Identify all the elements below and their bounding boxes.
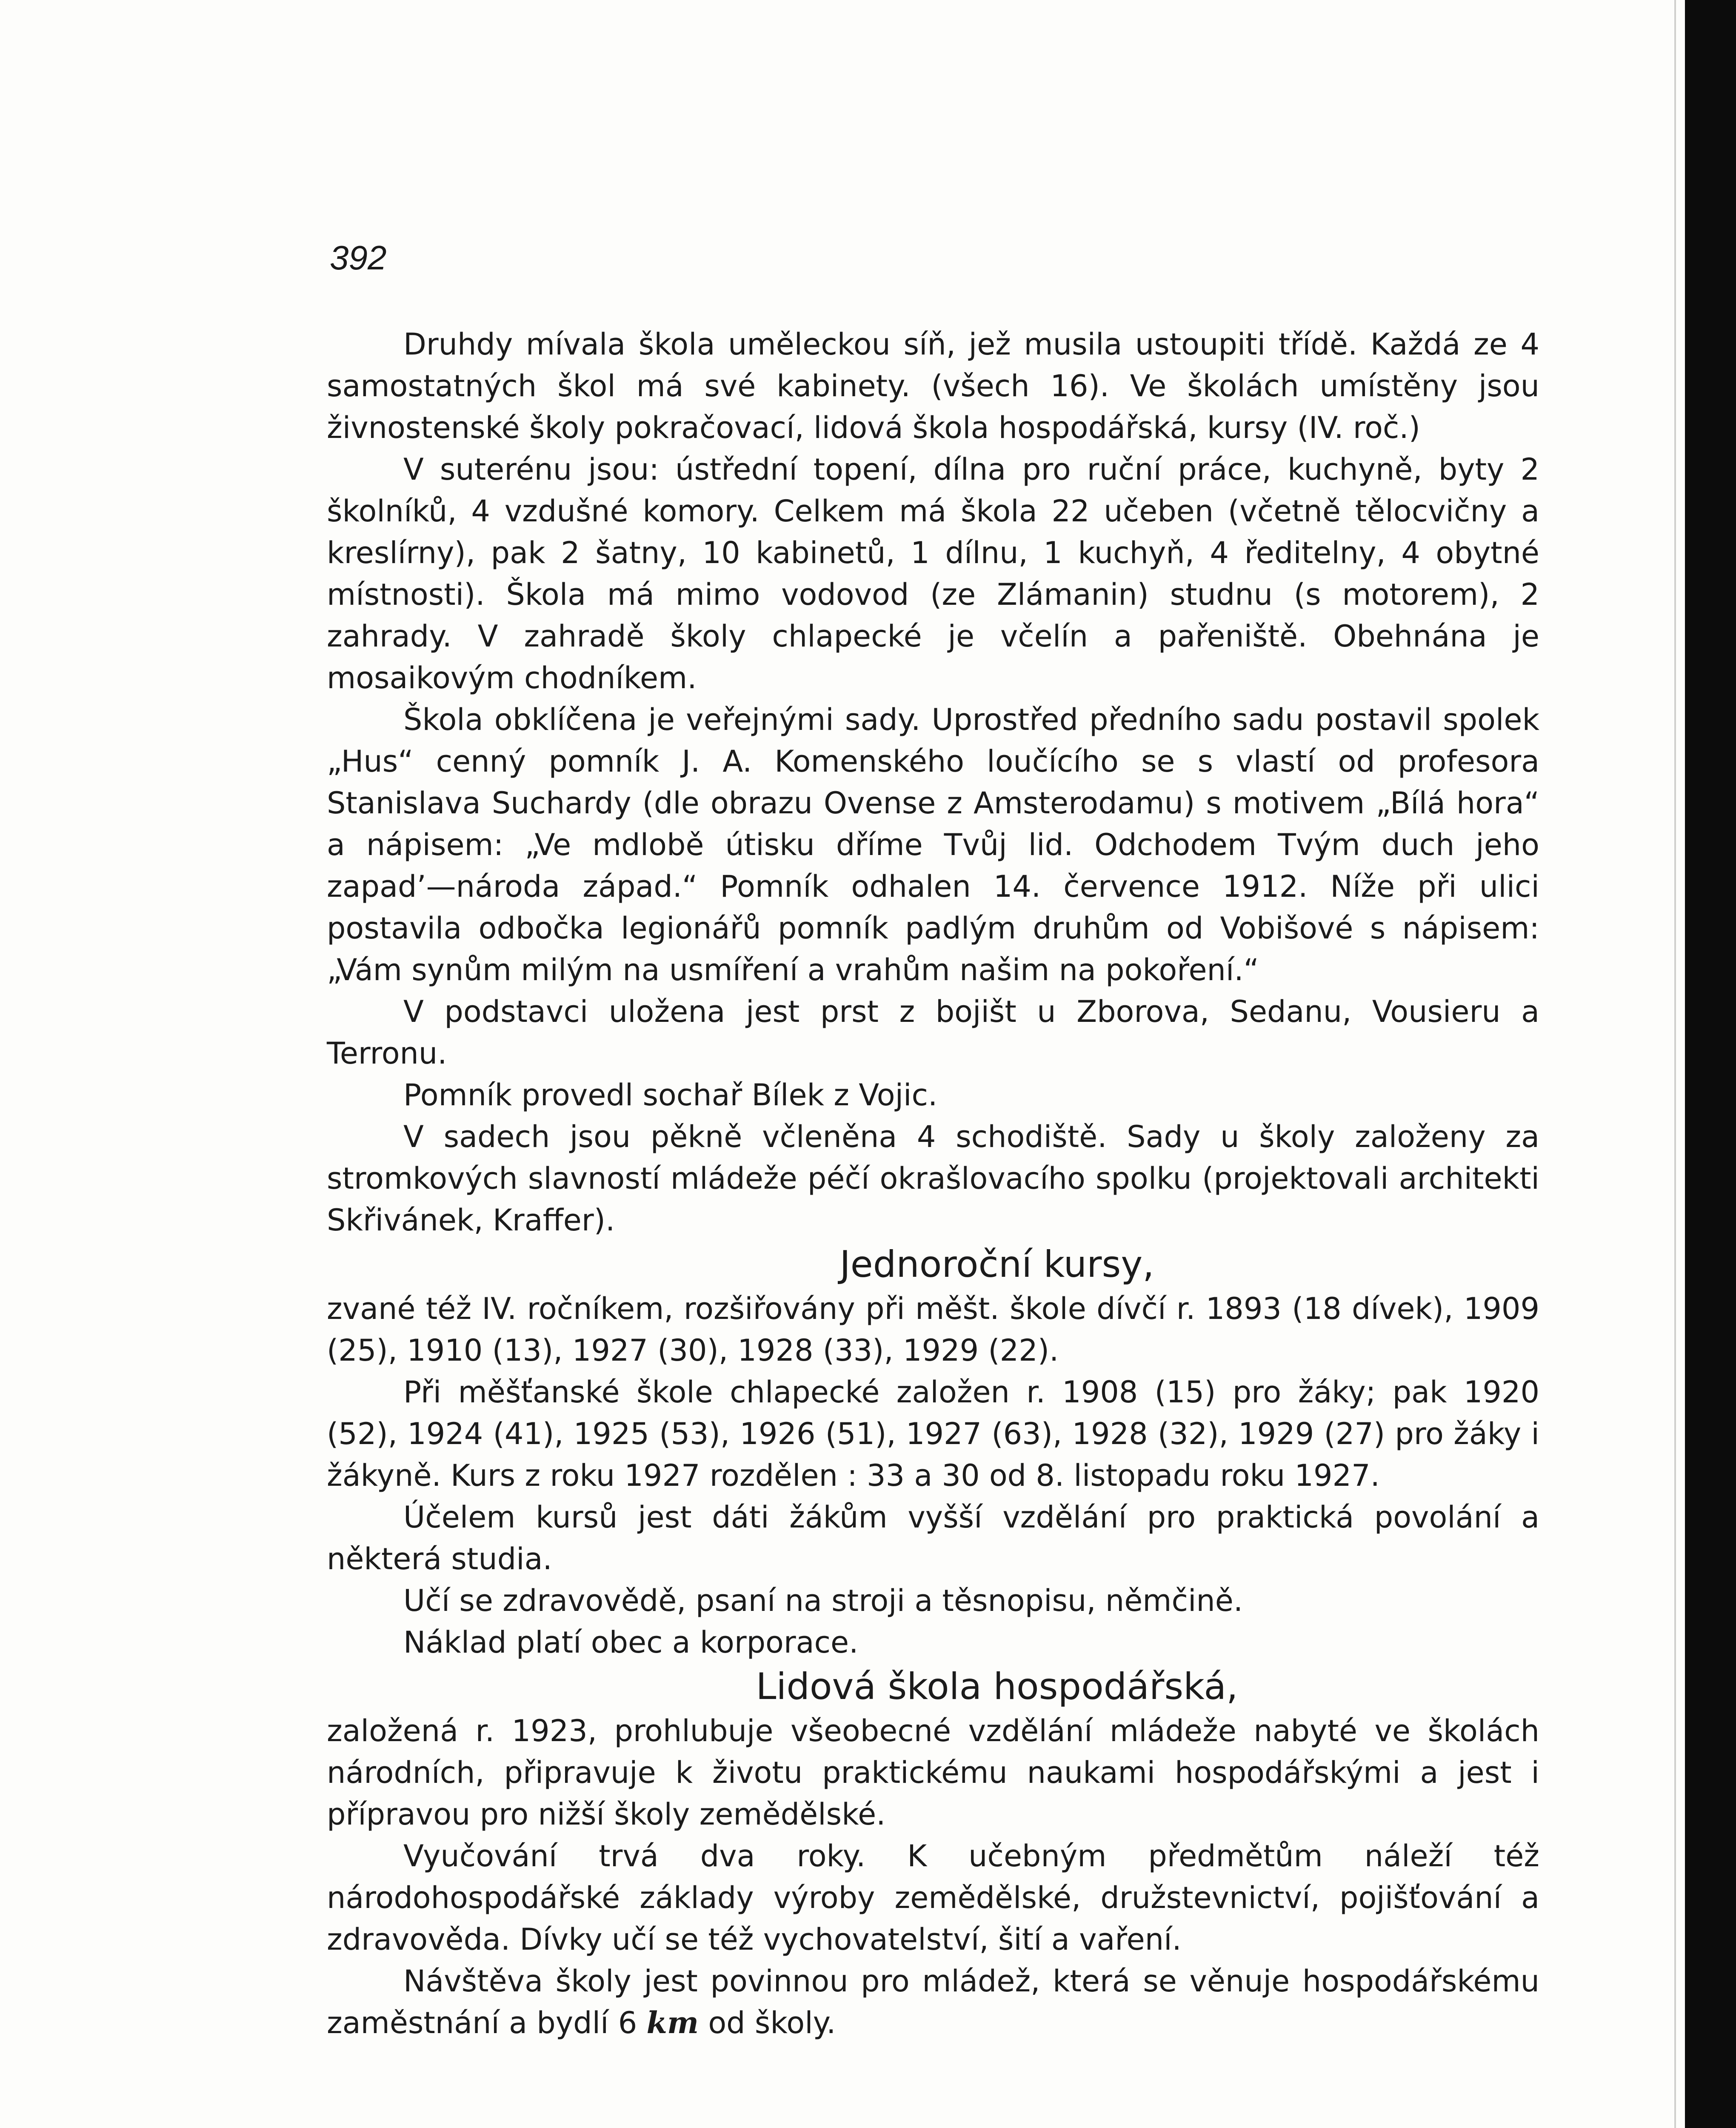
- page-number: 392: [330, 239, 387, 277]
- paragraph-agri-founded: založená r. 1923, prohlubuje všeobecné vzdělání mládeže nabyté ve školách národních, připravuje k životu praktickému naukami hospodářskými a jest i přípravou pro nižší školy zemědělské.: [327, 1713, 1539, 1832]
- heading-one-year-courses: Jednoroční kursy,: [839, 1243, 1154, 1286]
- paragraph-courses-purpose: Účelem kursů jest dáti žákům vyšší vzdělání pro praktická povolání a některá studia.: [327, 1500, 1539, 1576]
- heading-agricultural-school: Lidová škola hospodářská,: [756, 1665, 1238, 1708]
- paragraph-sculptor: Pomník provedl sochař Bílek z Vojic.: [403, 1078, 938, 1113]
- paragraph-pedestal: V podstavci uložena jest prst z bojišt u Zborova, Sedanu, Vousieru a Terronu.: [327, 994, 1539, 1071]
- attendance-text-end: od školy.: [699, 2005, 836, 2040]
- unit-km: km: [646, 2005, 699, 2040]
- paragraph-parks-monument: Škola obklíčena je veřejnými sady. Uprostřed předního sadu postavil spolek „Hus“ cenný pomník J. A. Komenského loučícího se s vlastí od profesora Stanislava Suchardy (dle obrazu Ovense z Amsterodamu) s motivem „Bílá hora“ a nápisem: „Ve mdlobě útisku dříme Tvůj lid. Odchodem Tvým duch jeho zapad’—národa západ.“ Pomník odhalen 14. července 1912. Níže při ulici postavila odbočka legionářů pomník padlým druhům od Vobišové s nápisem: „Vám synům milým na usmíření a vrahům našim na pokoření.“: [327, 702, 1539, 987]
- page-edge-shadow: [1674, 0, 1676, 2128]
- attendance-text-start: Návštěva školy jest povinnou pro mládež, která se věnuje hospodářskému zaměstnání a bydlí 6: [327, 1964, 1539, 2040]
- paragraph-basement: V suterénu jsou: ústřední topení, dílna pro ruční práce, kuchyně, byty 2 školníků, 4 vzdušné komory. Celkem má škola 22 učeben (včetně tělocvičny a kreslírny), pak 2 šatny, 10 kabinetů, 1 dílnu, 1 kuchyň, 4 ředitelny, 4 obytné místnosti). Škola má mimo vodovod (ze Zlámanin) studnu (s motorem), 2 zahrady. V zahradě školy chlapecké je včelín a pařeniště. Obehnána je mosaikovým chodníkem.: [327, 452, 1539, 695]
- body-text: [327, 323, 1539, 2044]
- paragraph-art-room: Druhdy mívala škola uměleckou síň, jež musila ustoupiti třídě. Každá ze 4 samostatných škol má své kabinety. (všech 16). Ve školách umístěny jsou živnostenské školy pokračovací, lidová škola hospodářská, kursy (IV. roč.): [327, 327, 1539, 445]
- paragraph-staircases: V sadech jsou pěkně včleněna 4 schodiště. Sady u školy založeny za stromkových slavností mládeže péčí okrašlovacího spolku (projektovali architekti Skřivánek, Kraffer).: [327, 1119, 1539, 1238]
- paragraph-courses-subjects: Učí se zdravovědě, psaní na stroji a těsnopisu, němčině.: [403, 1583, 1243, 1618]
- paragraph-agri-attendance: [327, 1960, 1539, 2044]
- paragraph-agri-duration: Vyučování trvá dva roky. K učebným předmětům náleží též národohospodářské základy výroby zemědělské, družstevnictví, pojišťování a zdravověda. Dívky učí se též vychovatelství, šití a vaření.: [327, 1839, 1539, 1957]
- paragraph-courses-boys: Při měšťanské škole chlapecké založen r. 1908 (15) pro žáky; pak 1920 (52), 1924 (41), 1925 (53), 1926 (51), 1927 (63), 1928 (32), 1929 (27) pro žáky i žákyně. Kurs z roku 1927 rozdělen : 33 a 30 od 8. listopadu roku 1927.: [327, 1375, 1539, 1493]
- paragraph-courses-girls: zvané též IV. ročníkem, rozšiřovány při měšt. škole dívčí r. 1893 (18 dívek), 1909 (25), 1910 (13), 1927 (30), 1928 (33), 1929 (22).: [327, 1291, 1539, 1368]
- paragraph-courses-costs: Náklad platí obec a korporace.: [403, 1625, 859, 1660]
- scan-border-right: [1685, 0, 1736, 2128]
